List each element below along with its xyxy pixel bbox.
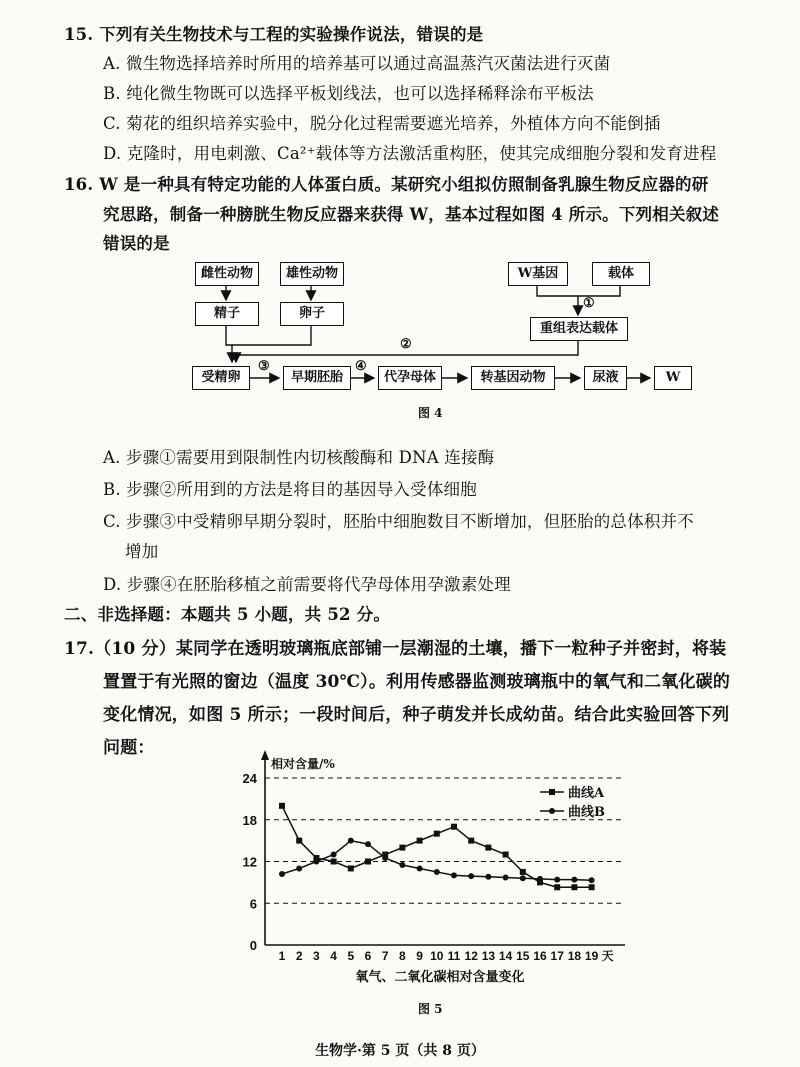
q17-stem-line2: 置置于有光照的窗边（温度 30℃）。利用传感器监测玻璃瓶中的氧气和二氧化碳的 [103, 672, 731, 692]
box-egg-cell: 精子 [195, 302, 259, 326]
data-point-b [468, 873, 474, 879]
data-point-a [503, 852, 509, 858]
legend-label: 曲线A [568, 786, 605, 801]
box-urine: 尿液 [584, 366, 627, 390]
data-point-a [434, 831, 440, 837]
figure4-caption: 图 4 [418, 406, 443, 420]
y-tick-label: 24 [242, 771, 257, 786]
data-point-b [485, 874, 491, 880]
data-point-a [348, 865, 354, 871]
q16-option-b: B. 步骤②所用到的方法是将目的基因导入受体细胞 [103, 480, 477, 499]
data-point-b [537, 876, 543, 882]
x-tick-label: 13 [481, 949, 496, 963]
q16-stem-line3: 错误的是 [103, 234, 170, 253]
series-line-a [282, 806, 592, 887]
x-tick-label: 5 [347, 949, 355, 963]
q15-stem: 15. 下列有关生物技术与工程的实验操作说法，错误的是 [64, 25, 484, 44]
box-early-embryo: 早期胚胎 [283, 366, 351, 390]
data-point-a [554, 884, 560, 890]
y-tick-label: 0 [249, 938, 257, 953]
data-point-b [589, 877, 595, 883]
data-point-a [468, 838, 474, 844]
data-point-b [503, 875, 509, 881]
step4-label: ④ [355, 359, 367, 374]
q15-option-d: D. 克隆时，用电刺激、Ca²⁺载体等方法激活重构胚，使其完成细胞分裂和发育进程 [103, 144, 717, 163]
data-point-a [417, 838, 423, 844]
x-tick-label: 12 [464, 949, 478, 963]
page-footer: 生物学·第 5 页（共 8 页） [315, 1043, 485, 1059]
x-tick-label: 14 [498, 949, 513, 963]
step1-label: ① [583, 296, 595, 311]
data-point-a [589, 884, 595, 890]
data-point-b [434, 869, 440, 875]
data-point-b [348, 838, 354, 844]
q15-option-c: C. 菊花的组织培养实验中，脱分化过程需要遮光培养，外植体方向不能倒插 [103, 114, 661, 133]
x-tick-label: 16 [533, 949, 547, 963]
q16-option-c-cont: 增加 [125, 542, 159, 561]
data-point-b [399, 862, 405, 868]
section2-heading: 二、非选择题：本题共 5 小题，共 52 分。 [64, 605, 391, 624]
data-point-b [296, 865, 302, 871]
x-tick-label: 18 [567, 949, 582, 963]
legend-marker-a [549, 789, 555, 795]
y-axis-label: 相对含量/% [271, 757, 335, 771]
box-w-protein: W [654, 366, 692, 390]
data-point-a [399, 845, 405, 851]
box-w-gene: W基因 [508, 262, 568, 286]
x-tick-label: 6 [364, 949, 372, 963]
x-tick-label: 10 [430, 949, 444, 963]
data-point-a [520, 869, 526, 875]
data-point-b [571, 877, 577, 883]
q15-option-a: A. 微生物选择培养时所用的培养基可以通过高温蒸汽灭菌法进行灭菌 [103, 54, 611, 73]
x-axis-label: 氧气、二氧化碳相对含量变化 [355, 970, 525, 985]
data-point-b [520, 875, 526, 881]
data-point-a [365, 859, 371, 865]
q16-stem-line2: 究思路，制备一种膀胱生物反应器来获得 W，基本过程如图 4 所示。下列相关叙述 [103, 205, 720, 224]
data-point-b [554, 877, 560, 883]
q17-stem-line4: 问题： [103, 738, 155, 758]
x-tick-label: 15 [516, 949, 530, 963]
x-tick-label: 7 [381, 949, 389, 963]
y-axis-arrow [261, 750, 269, 760]
box-surrogate-mother: 代孕母体 [378, 366, 442, 390]
y-tick-label: 6 [249, 896, 257, 912]
x-unit-label: 天 [601, 949, 614, 963]
box-recombinant-vector: 重组表达载体 [530, 317, 628, 341]
y-tick-label: 18 [242, 812, 257, 828]
q16-stem-line1: 16. W 是一种具有特定功能的人体蛋白质。某研究小组拟仿照制备乳腺生物反应器的研 [64, 175, 709, 194]
step2-label: ② [400, 337, 412, 352]
data-point-b [382, 855, 388, 861]
data-point-b [313, 859, 319, 865]
q16-option-c: C. 步骤③中受精卵早期分裂时，胚胎中细胞数目不断增加，但胚胎的总体积并不 [103, 512, 694, 531]
data-point-a [296, 838, 302, 844]
box-female-animal: 雌性动物 [195, 262, 259, 286]
box-transgenic-animal: 转基因动物 [471, 366, 555, 390]
y-tick-label: 12 [242, 854, 257, 870]
q16-option-a: A. 步骤①需要用到限制性内切核酸酶和 DNA 连接酶 [103, 448, 495, 467]
figure5-caption: 图 5 [418, 1002, 443, 1016]
q17-stem-line3: 变化情况，如图 5 所示；一段时间后，种子萌发并长成幼苗。结合此实验回答下列 [103, 705, 730, 725]
data-point-a [331, 859, 337, 865]
q16-option-d: D. 步骤④在胚胎移植之前需要将代孕母体用孕激素处理 [103, 575, 511, 594]
data-point-a [451, 824, 457, 830]
x-tick-label: 17 [550, 949, 564, 963]
x-tick-label: 11 [447, 949, 461, 963]
legend-label: 曲线B [568, 805, 605, 820]
legend-marker-b [549, 808, 555, 814]
x-tick-label: 2 [295, 949, 303, 963]
data-point-b [279, 871, 285, 877]
data-point-a [485, 845, 491, 851]
q15-option-b: B. 纯化微生物既可以选择平板划线法，也可以选择稀释涂布平板法 [103, 84, 594, 103]
x-tick-label: 4 [330, 949, 337, 963]
data-point-a [279, 803, 285, 809]
x-tick-label: 9 [416, 949, 423, 963]
box-zygote: 受精卵 [192, 366, 250, 390]
x-tick-label: 19 [584, 949, 599, 963]
x-tick-label: 3 [313, 949, 320, 963]
step3-label: ③ [258, 359, 270, 374]
data-point-b [365, 841, 371, 847]
x-tick-label: 1 [278, 949, 286, 963]
box-male-animal: 雄性动物 [280, 262, 344, 286]
box-sperm: 卵子 [280, 302, 344, 326]
box-vector: 载体 [592, 262, 650, 286]
q17-stem-line1: 17.（10 分）某同学在透明玻璃瓶底部铺一层潮湿的土壤，播下一粒种子并密封，将装 [64, 639, 727, 659]
x-tick-label: 8 [399, 949, 406, 963]
data-point-b [331, 852, 337, 858]
data-point-b [417, 865, 423, 871]
data-point-b [451, 872, 457, 878]
data-point-a [571, 884, 577, 890]
